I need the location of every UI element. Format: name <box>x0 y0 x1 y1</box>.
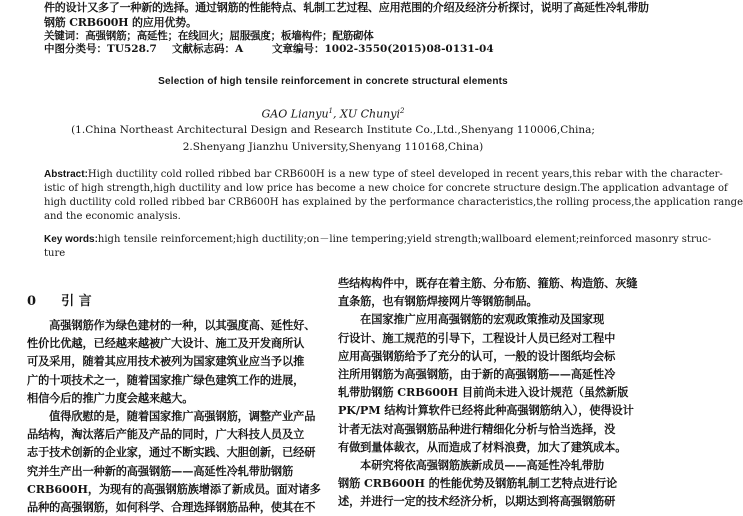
english-title: Selection of high tensile reinforcement in concrete structural elements <box>158 76 508 87</box>
left-column-line: 相信今后的推广力度会越来越大。 <box>27 390 194 405</box>
right-column-line: 在国家推广应用高强钢筋的宏观政策推动及国家现 <box>338 312 605 327</box>
section-title: 引 言 <box>61 294 92 309</box>
author-1-affiliation: 1 <box>328 107 333 115</box>
article-number <box>272 41 494 56</box>
left-column-line: 可及采用，随着其应用技术被列为国家建筑业应当予以推 <box>27 354 305 369</box>
left-column-line: 究并生产出一种新的高强钢筋——高延性冷轧带肋钢筋 <box>27 463 294 478</box>
abstract-line-3: high ductility cold rolled ribbed bar CRB600H has explained by the performance characteristics,the rolling process,the application range <box>44 197 743 208</box>
right-column-line: 轧带肋钢筋 CRB600H 目前尚未进入设计规范（虽然新版 <box>338 385 629 400</box>
doc-label: 文献标志码： <box>172 43 235 55</box>
left-column-line: 值得欣慰的是，随着国家推广高强钢筋，调整产业产品 <box>27 409 316 424</box>
left-column-line: 性价比优越，已经越来越被广大设计、施工及开发商所认 <box>27 336 305 351</box>
keywords-label: Key words: <box>44 234 98 245</box>
document-code <box>172 41 243 56</box>
left-column-line: CRB600H，为现有的高强钢筋族增添了新成员。面对诸多 <box>27 481 321 496</box>
author-2: XU Chunyi <box>340 107 401 121</box>
right-column-line: 钢筋 CRB600H 的性能优势及钢筋轧制工艺特点进行论 <box>338 476 618 491</box>
right-column-line: 应用高强钢筋给予了充分的认可，一般的设计图纸均会标 <box>338 348 616 363</box>
affiliation-2: 2.Shenyang Jianzhu University,Shenyang 110168,China) <box>182 141 484 153</box>
abstract-line-1: High ductility cold rolled ribbed bar CRB600H is a new type of steel developed in recent years,this rebar with the character- <box>87 169 723 180</box>
english-abstract <box>44 168 743 224</box>
english-keywords <box>44 233 712 261</box>
section-heading <box>27 290 92 309</box>
author-2-affiliation: 2 <box>400 107 405 115</box>
keywords-line-2: ture <box>44 248 66 259</box>
left-column-line: 高强钢筋作为绿色建材的一种，以其强度高、延性好、 <box>27 318 316 332</box>
chinese-keywords: 关键词：高强钢筋；高延性；在线回火；屈服强度；板墙构件；配筋砌体 <box>44 30 374 42</box>
article-value: 1002-3550(2015)08-0131-04 <box>324 43 494 55</box>
author-1: GAO Lianyu <box>261 107 329 121</box>
left-column-line: 志于技术创新的企业家，通过不断实践、大胆创新，已经研 <box>27 445 316 460</box>
english-authors <box>0 107 666 121</box>
clc-label: 中图分类号： <box>44 43 107 55</box>
left-column-line: 品种的高强钢筋，如何科学、合理选择钢筋品种，使其在不 <box>27 500 316 515</box>
abstract-line-4: and the economic analysis. <box>44 211 181 222</box>
right-column-line: 些结构构件中，既存在着主筋、分布筋、箍筋、构造筋、灰缝 <box>338 276 638 290</box>
right-column-line: 注所用钢筋为高强钢筋，由于新的高强钢筋——高延性冷 <box>338 367 616 382</box>
left-column-line: 品结构，淘汰落后产能及产品的同时，广大科技人员及立 <box>27 427 305 442</box>
right-column-line: 行设计、施工规范的引导下，工程设计人员已经对工程中 <box>338 330 616 345</box>
clc-number <box>44 41 157 56</box>
author-separator: , <box>333 107 340 121</box>
doc-value: A <box>235 43 244 55</box>
abstract-line-2: istic of high strength,high ductility and low price has become a new choice for concrete structure design.The application advantage of <box>44 183 728 194</box>
right-column-text <box>338 274 648 511</box>
right-column-line: 本研究将依高强钢筋族新成员——高延性冷轧带肋 <box>338 458 605 473</box>
right-column-line: 直条筋，也有钢筋焊接网片等钢筋制品。 <box>338 294 538 309</box>
clc-value: TU528.7 <box>107 43 157 55</box>
article-label: 文章编号： <box>272 43 325 55</box>
keywords-line-1: high tensile reinforcement;high ductility;on－line tempering;yield strength;wallboard element;reinforced masonry struc- <box>97 234 712 245</box>
section-number: 0 <box>27 294 37 309</box>
right-column-line: 有做到量体裁衣，从而造成了材料浪费，加大了建筑成本。 <box>338 439 627 454</box>
abstract-label: Abstract: <box>44 169 88 180</box>
right-column-line: 计者无法对高强钢筋品种进行精细化分析与恰当选择，没 <box>338 421 616 436</box>
left-column-line: 广的十项技术之一，随着国家推广绿色建筑工作的进展， <box>27 372 305 387</box>
chinese-abstract-line-1: 件的设计又多了一种新的选择。通过钢筋的性能特点、轧制工艺过程、应用范围的介绍及经济分析探讨，说明了高延性冷轧带肋 <box>44 1 649 14</box>
right-column-line: 述，并进行一定的技术经济分析，以期达到将高强钢筋研 <box>338 494 616 509</box>
right-column-line: PK/PM 结构计算软件已经将此种高强钢筋纳入），使得设计 <box>338 403 634 418</box>
left-column-text <box>27 316 325 516</box>
affiliation-1: (1.China Northeast Architectural Design and Research Institute Co.,Ltd.,Shenyang 110006,China; <box>71 124 595 136</box>
chinese-abstract-line-2: 钢筋 CRB600H 的应用优势。 <box>44 16 197 29</box>
